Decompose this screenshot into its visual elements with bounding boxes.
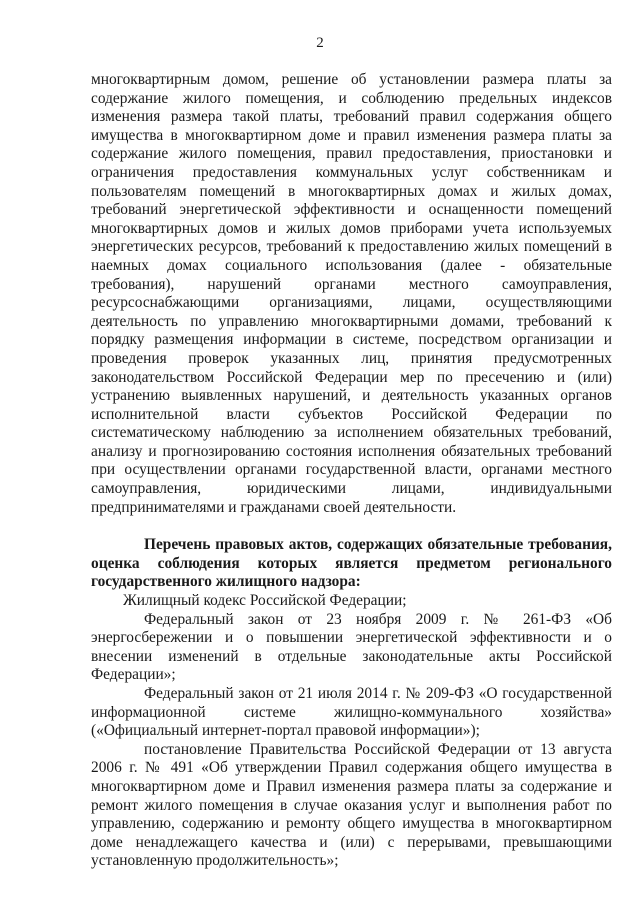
- act-item: Федеральный закон от 23 ноября 2009 г. № 261-ФЗ «Об энергосбережении и о повышении энергетической эффективности и о внесении изменений в отдельные законодательные акты Российской Федерации»;: [91, 610, 612, 684]
- page-number: 2: [316, 35, 324, 51]
- continuation-paragraph: многоквартирным домом, решение об установлении размера платы за содержание жилого помещения, и соблюдению предельных индексов изменения размера такой платы, требований правил содержания общего имущества в многоквартирном доме и правил изменения размера платы за содержание жилого помещения, правил предоставления, приостановки и ограничения предоставления коммунальных услуг собственникам и пользователям помещений в многоквартирных домах и жилых домах, требований энергетической эффективности и оснащенности помещений многоквартирных домов и жилых домов приборами учета используемых энергетических ресурсов, требований к предоставлению жилых помещений в наемных домах социального использования (далее - обязательные требования), нарушений органами местного самоуправления, ресурсоснабжающими организациями, лицами, осуществляющими деятельность по управлению многоквартирными домами, требований к порядку размещения информации в системе, посредством организации и проведения проверок указанных лиц, принятия предусмотренных законодательством Российской Федерации мер по пресечению и (или) устранению выявленных нарушений, и деятельность указанных органов исполнительной власти субъектов Российской Федерации по систематическому наблюдению за исполнением обязательных требований, анализу и прогнозированию состояния исполнения обязательных требований при осуществлении органами государственной власти, органами местного самоуправления, юридическими лицами, индивидуальными предпринимателями и гражданами своей деятельности.: [91, 71, 612, 516]
- act-item: Федеральный закон от 21 июля 2014 г. № 209-ФЗ «О государственной информационной системе жилищно-коммунального хозяйства» («Официальный интернет-портал правовой информации»);: [91, 685, 612, 740]
- act-item: Жилищный кодекс Российской Федерации;: [123, 592, 407, 610]
- document-body: [91, 71, 612, 871]
- act-item: постановление Правительства Российской Федерации от 13 августа 2006 г. № 491 «Об утверждении Правил содержания общего имущества в многоквартирном доме и Правил изменения размера платы за содержание и ремонт жилого помещения в случае оказания услуг и выполнения работ по управлению, содержанию и ремонту общего имущества в многоквартирном доме ненадлежащего качества и (или) с перерывами, превышающими установленную продолжительность»;: [91, 740, 612, 870]
- section-heading: Перечень правовых актов, содержащих обязательные требования, оценка соблюдения которых является предметом регионального государственного жилищного надзора:: [91, 536, 612, 591]
